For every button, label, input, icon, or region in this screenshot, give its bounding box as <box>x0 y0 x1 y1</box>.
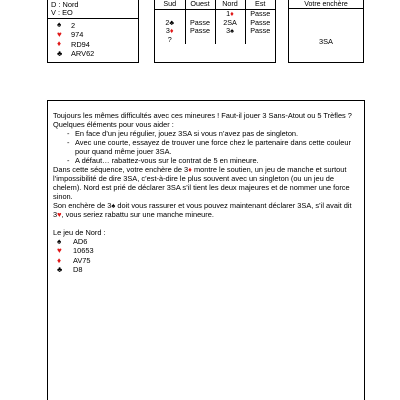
north-row-hearts <box>53 246 359 255</box>
north-holding-hearts: 10653 <box>73 246 94 256</box>
holding-clubs: ARV62 <box>71 49 95 59</box>
north-holding-spades: AD6 <box>73 237 88 247</box>
bidding-table <box>155 0 275 44</box>
bid-cell: Passe <box>185 19 215 28</box>
header-south: Sud <box>155 0 185 10</box>
your-bid-header: Votre enchère <box>289 0 363 9</box>
north-holding-diamonds: AV75 <box>73 255 91 265</box>
intro-text: Toujours les mêmes difficultés avec ces mineures ! Faut-il jouer 3 Sans-Atout ou 5 Trèfles ? <box>53 111 352 120</box>
dealer-label: D : Nord <box>51 0 79 9</box>
header-west: Ouest <box>185 0 215 10</box>
club-icon: ♣ <box>57 48 63 58</box>
list-item: - Avec une courte, essayez de trouver une force chez le partenaire dans cette couleur pour quand même jouer 3SA. <box>67 138 351 157</box>
spade-icon: ♠ <box>57 20 62 30</box>
hand-row-hearts <box>51 30 135 40</box>
bid-level: 3 <box>165 26 170 36</box>
bid-cell: Passe <box>185 27 215 36</box>
holding-hearts: 974 <box>71 30 84 40</box>
north-holding-clubs: D8 <box>73 265 83 275</box>
diamond-icon: ♦ <box>57 39 62 49</box>
club-icon: ♣ <box>57 264 63 274</box>
holding-diamonds: RD94 <box>71 39 90 49</box>
list-item: - En face d’un jeu régulier, jouez 3SA si vous n’avez pas de singleton. <box>67 129 299 139</box>
hand-panel <box>47 0 139 63</box>
north-row-spades <box>53 237 359 246</box>
hint-list <box>53 129 359 165</box>
bid-level: 1 <box>226 9 231 19</box>
diamond-icon: ♦ <box>188 165 192 175</box>
bid-cell <box>215 36 245 45</box>
bidding-header-row <box>155 0 275 10</box>
your-bid-panel <box>288 0 364 63</box>
holding-spades: 2 <box>71 20 76 30</box>
north-hand <box>53 237 359 275</box>
diamond-icon: ♦ <box>169 26 174 36</box>
bidding-panel <box>154 0 276 63</box>
bid-level: 3 <box>226 26 231 36</box>
bid-cell <box>245 36 275 45</box>
heart-icon: ♥ <box>57 210 62 220</box>
commentary-panel <box>47 100 365 400</box>
hand-row-diamonds <box>51 39 135 49</box>
bid-cell: Passe <box>245 19 275 28</box>
north-row-diamonds <box>53 256 359 265</box>
hand-header <box>48 0 138 19</box>
bid-cell: Passe <box>245 10 275 19</box>
hand-row-clubs <box>51 49 135 59</box>
bid-cell <box>215 27 245 36</box>
header-east: Est <box>245 0 275 10</box>
north-hand-title: Le jeu de Nord : <box>53 227 106 237</box>
heart-icon: ♥ <box>57 29 62 39</box>
bidding-row <box>155 27 275 36</box>
bid-cell <box>185 36 215 45</box>
paragraph-north-bid: Son enchère de 3♠ doit vous rassurer et vous pouvez maintenant déclarer 3SA, s’il avait dit 3♥, vous seriez rabattu sur une manche mineure. <box>53 201 352 220</box>
diamond-icon: ♦ <box>57 255 62 265</box>
bid-level: 2 <box>165 17 170 27</box>
bid-cell: 2SA <box>215 19 245 28</box>
club-icon: ♣ <box>169 17 175 27</box>
spade-icon: ♠ <box>57 236 62 246</box>
bid-cell: Passe <box>245 27 275 36</box>
help-title: Quelques éléments pour vous aider : <box>53 120 174 130</box>
diamond-icon: ♦ <box>230 9 234 19</box>
your-bid-value: 3SA <box>319 37 333 46</box>
spade-icon: ♠ <box>230 26 234 36</box>
spade-icon: ♠ <box>111 201 116 211</box>
header-north: Nord <box>215 0 245 10</box>
hand-row-spades <box>51 20 135 30</box>
heart-icon: ♥ <box>57 246 62 256</box>
bid-cell-question: ? <box>167 34 172 44</box>
bidding-row <box>155 36 275 45</box>
paragraph-sequence: Dans cette séquence, votre enchère de 3♦ montre le soutien, un jeu de manche et surtout l’impossibilité de dire 3SA, c’est-à-dire le plus souvent avec un singleton (ou un jeu de chelem). Nord est prié de déclarer 3SA s’il tient les deux majeures et de nommer une force sinon. <box>53 165 350 202</box>
vulnerability-label: V : EO <box>51 8 73 18</box>
hand-cards <box>48 19 138 59</box>
north-row-clubs <box>53 265 359 274</box>
list-item: - A défaut… rabattez-vous sur le contrat de 5 en mineure. <box>67 156 259 166</box>
